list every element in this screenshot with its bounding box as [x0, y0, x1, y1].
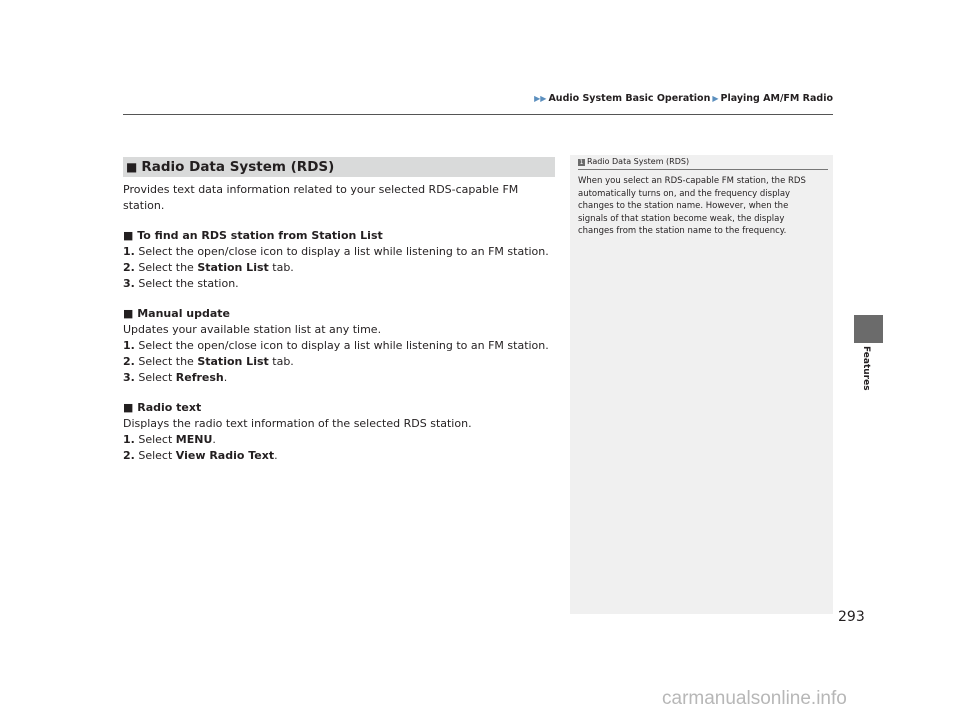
step: 2. Select the Station List tab. [123, 261, 294, 274]
chapter-label: Features [861, 346, 871, 391]
arrow-icon: ▶▶ [534, 94, 547, 103]
step: 1. Select the open/close icon to display a list while listening to an FM station. [123, 245, 549, 258]
subsection-title: ■ To find an RDS station from Station List [123, 229, 383, 242]
intro-text: Provides text data information related to your selected RDS-capable FM station. [123, 183, 519, 212]
sidebar-note [570, 155, 833, 614]
section-heading [123, 157, 555, 177]
square-bullet-icon: ■ [126, 160, 138, 174]
watermark: carmanualsonline.info [662, 688, 847, 709]
step: 3. Select the station. [123, 277, 239, 290]
breadcrumb [534, 93, 833, 104]
header-rule [123, 114, 833, 115]
sidebar-body: When you select an RDS-capable FM station, the RDS automatically turns on, and the frequency display changes to the station name. However, when the signals of that station become weak, the display changes from the station name to the frequency. [578, 176, 806, 236]
main-content [123, 182, 563, 464]
arrow-icon: ▶ [712, 94, 719, 103]
breadcrumb-item[interactable]: Playing AM/FM Radio [720, 93, 833, 104]
subsection-desc: Displays the radio text information of the selected RDS station. [123, 417, 472, 430]
step: 2. Select the Station List tab. [123, 355, 294, 368]
subsection-title: ■ Manual update [123, 307, 231, 320]
note-mark-icon: 1 [579, 158, 584, 166]
page-number: 293 [838, 609, 865, 625]
subsection-desc: Updates your available station list at any time. [123, 323, 382, 336]
step: 1. Select MENU. [123, 433, 216, 446]
step: 1. Select the open/close icon to display a list while listening to an FM station. [123, 339, 549, 352]
sidebar-title: 1 Radio Data System (RDS) [578, 157, 828, 170]
section-title: Radio Data System (RDS) [141, 159, 335, 175]
step: 2. Select View Radio Text. [123, 449, 278, 462]
breadcrumb-item[interactable]: Audio System Basic Operation [548, 93, 711, 104]
subsection-title: ■ Radio text [123, 401, 202, 414]
chapter-tab [854, 315, 883, 343]
step: 3. Select Refresh. [123, 371, 228, 384]
